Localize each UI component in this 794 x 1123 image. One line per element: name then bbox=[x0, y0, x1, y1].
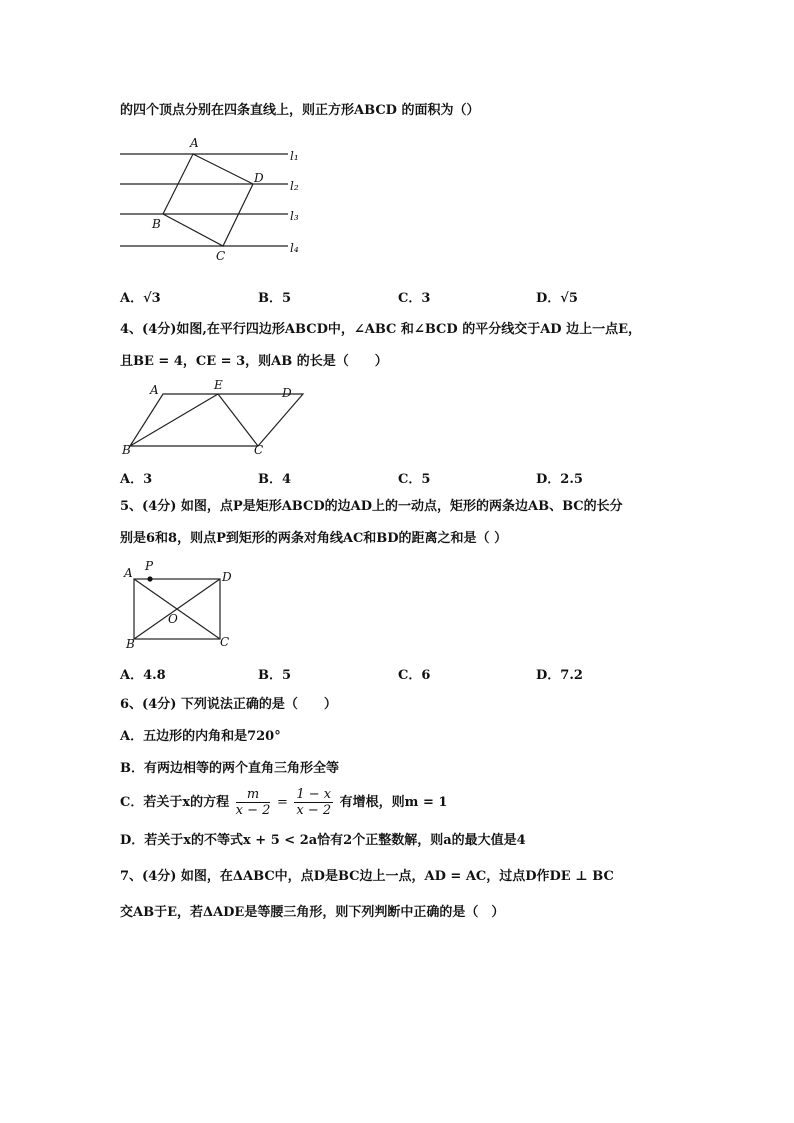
label-l1: l₁ bbox=[290, 149, 299, 163]
segment-be bbox=[130, 394, 218, 446]
q5-option-c: C．6 bbox=[398, 668, 431, 683]
label-l2: l₂ bbox=[290, 179, 299, 193]
fraction-m-over-x-2 bbox=[236, 787, 271, 818]
label-l3: l₃ bbox=[290, 209, 299, 223]
q7-line2: 交AB于E，若ΔADE是等腰三角形，则下列判断中正确的是（ ） bbox=[120, 905, 505, 920]
q7-line1: 7、(4分) 如图，在ΔABC中，点D是BC边上一点，AD = AC，过点D作DE ⊥ BC bbox=[120, 869, 614, 884]
q5-option-d: D．7.2 bbox=[536, 668, 583, 683]
label-o: O bbox=[168, 612, 178, 626]
label-l4: l₄ bbox=[290, 241, 299, 255]
fraction-1-x-over-x-2 bbox=[294, 787, 333, 818]
q4-option-c: C．5 bbox=[398, 472, 431, 487]
equals-sign: = bbox=[276, 795, 288, 810]
figure-square-on-lines bbox=[118, 134, 318, 264]
q6-option-c-pre: C．若关于x的方程 bbox=[120, 795, 230, 810]
q6-option-c bbox=[120, 786, 447, 820]
q5-line2: 别是6和8，则点P到矩形的两条对角线AC和BD的距离之和是（ ） bbox=[120, 531, 508, 546]
q5-option-a: A．4.8 bbox=[120, 668, 166, 683]
q6-option-a: A．五边形的内角和是720° bbox=[120, 729, 281, 744]
q3-option-b: B．5 bbox=[258, 291, 292, 306]
q5-option-b: B．5 bbox=[258, 668, 292, 683]
q3-option-a: A．√3 bbox=[120, 291, 161, 306]
label-c: C bbox=[216, 249, 226, 263]
q4-line2: 且BE = 4，CE = 3，则AB 的长是（ ） bbox=[120, 354, 388, 369]
label-a: A bbox=[150, 383, 159, 397]
q3-option-d: D．√5 bbox=[536, 291, 578, 306]
fraction-denominator: x − 2 bbox=[235, 803, 271, 818]
q6-line1: 6、(4分) 下列说法正确的是（ ） bbox=[120, 697, 337, 712]
q3-option-c: C．3 bbox=[398, 291, 431, 306]
label-d: D bbox=[282, 386, 292, 400]
label-d: D bbox=[222, 570, 232, 584]
q4-option-d: D．2.5 bbox=[536, 472, 583, 487]
label-b: B bbox=[126, 637, 135, 651]
label-b: B bbox=[152, 217, 161, 231]
fraction-denominator: x − 2 bbox=[296, 803, 332, 818]
label-a: A bbox=[190, 136, 199, 150]
q6-option-d: D．若关于x的不等式x + 5 < 2a恰有2个正整数解，则a的最大值是4 bbox=[120, 833, 526, 848]
segment-ce bbox=[218, 394, 258, 446]
q4-line1: 4、(4分)如图,在平行四边形ABCD中，∠ABC 和∠BCD 的平分线交于AD 边上一点E， bbox=[120, 322, 641, 337]
label-c: C bbox=[220, 635, 230, 649]
label-b: B bbox=[122, 443, 131, 457]
q3-stem: 的四个顶点分别在四条直线上，则正方形ABCD 的面积为（） bbox=[120, 103, 480, 118]
label-p: P bbox=[145, 559, 154, 573]
q4-option-a: A．3 bbox=[120, 472, 153, 487]
fraction-numerator: 1 − x bbox=[296, 787, 332, 802]
q6-option-c-post: 有增根，则m = 1 bbox=[339, 795, 448, 810]
q4-option-b: B．4 bbox=[258, 472, 292, 487]
q5-line1: 5、(4分) 如图，点P是矩形ABCD的边AD上的一动点，矩形的两条边AB、BC的长分 bbox=[120, 499, 623, 514]
q6-option-b: B．有两边相等的两个直角三角形全等 bbox=[120, 761, 339, 776]
label-e: E bbox=[214, 378, 223, 392]
label-c: C bbox=[254, 443, 264, 457]
label-a: A bbox=[124, 566, 133, 580]
parallelogram-abcd bbox=[130, 394, 303, 446]
point-p bbox=[147, 576, 152, 581]
label-d: D bbox=[254, 171, 264, 185]
figure-parallelogram bbox=[118, 378, 308, 458]
figure-rectangle bbox=[122, 560, 242, 650]
fraction-numerator: m bbox=[236, 787, 271, 803]
square-abcd bbox=[163, 154, 253, 246]
